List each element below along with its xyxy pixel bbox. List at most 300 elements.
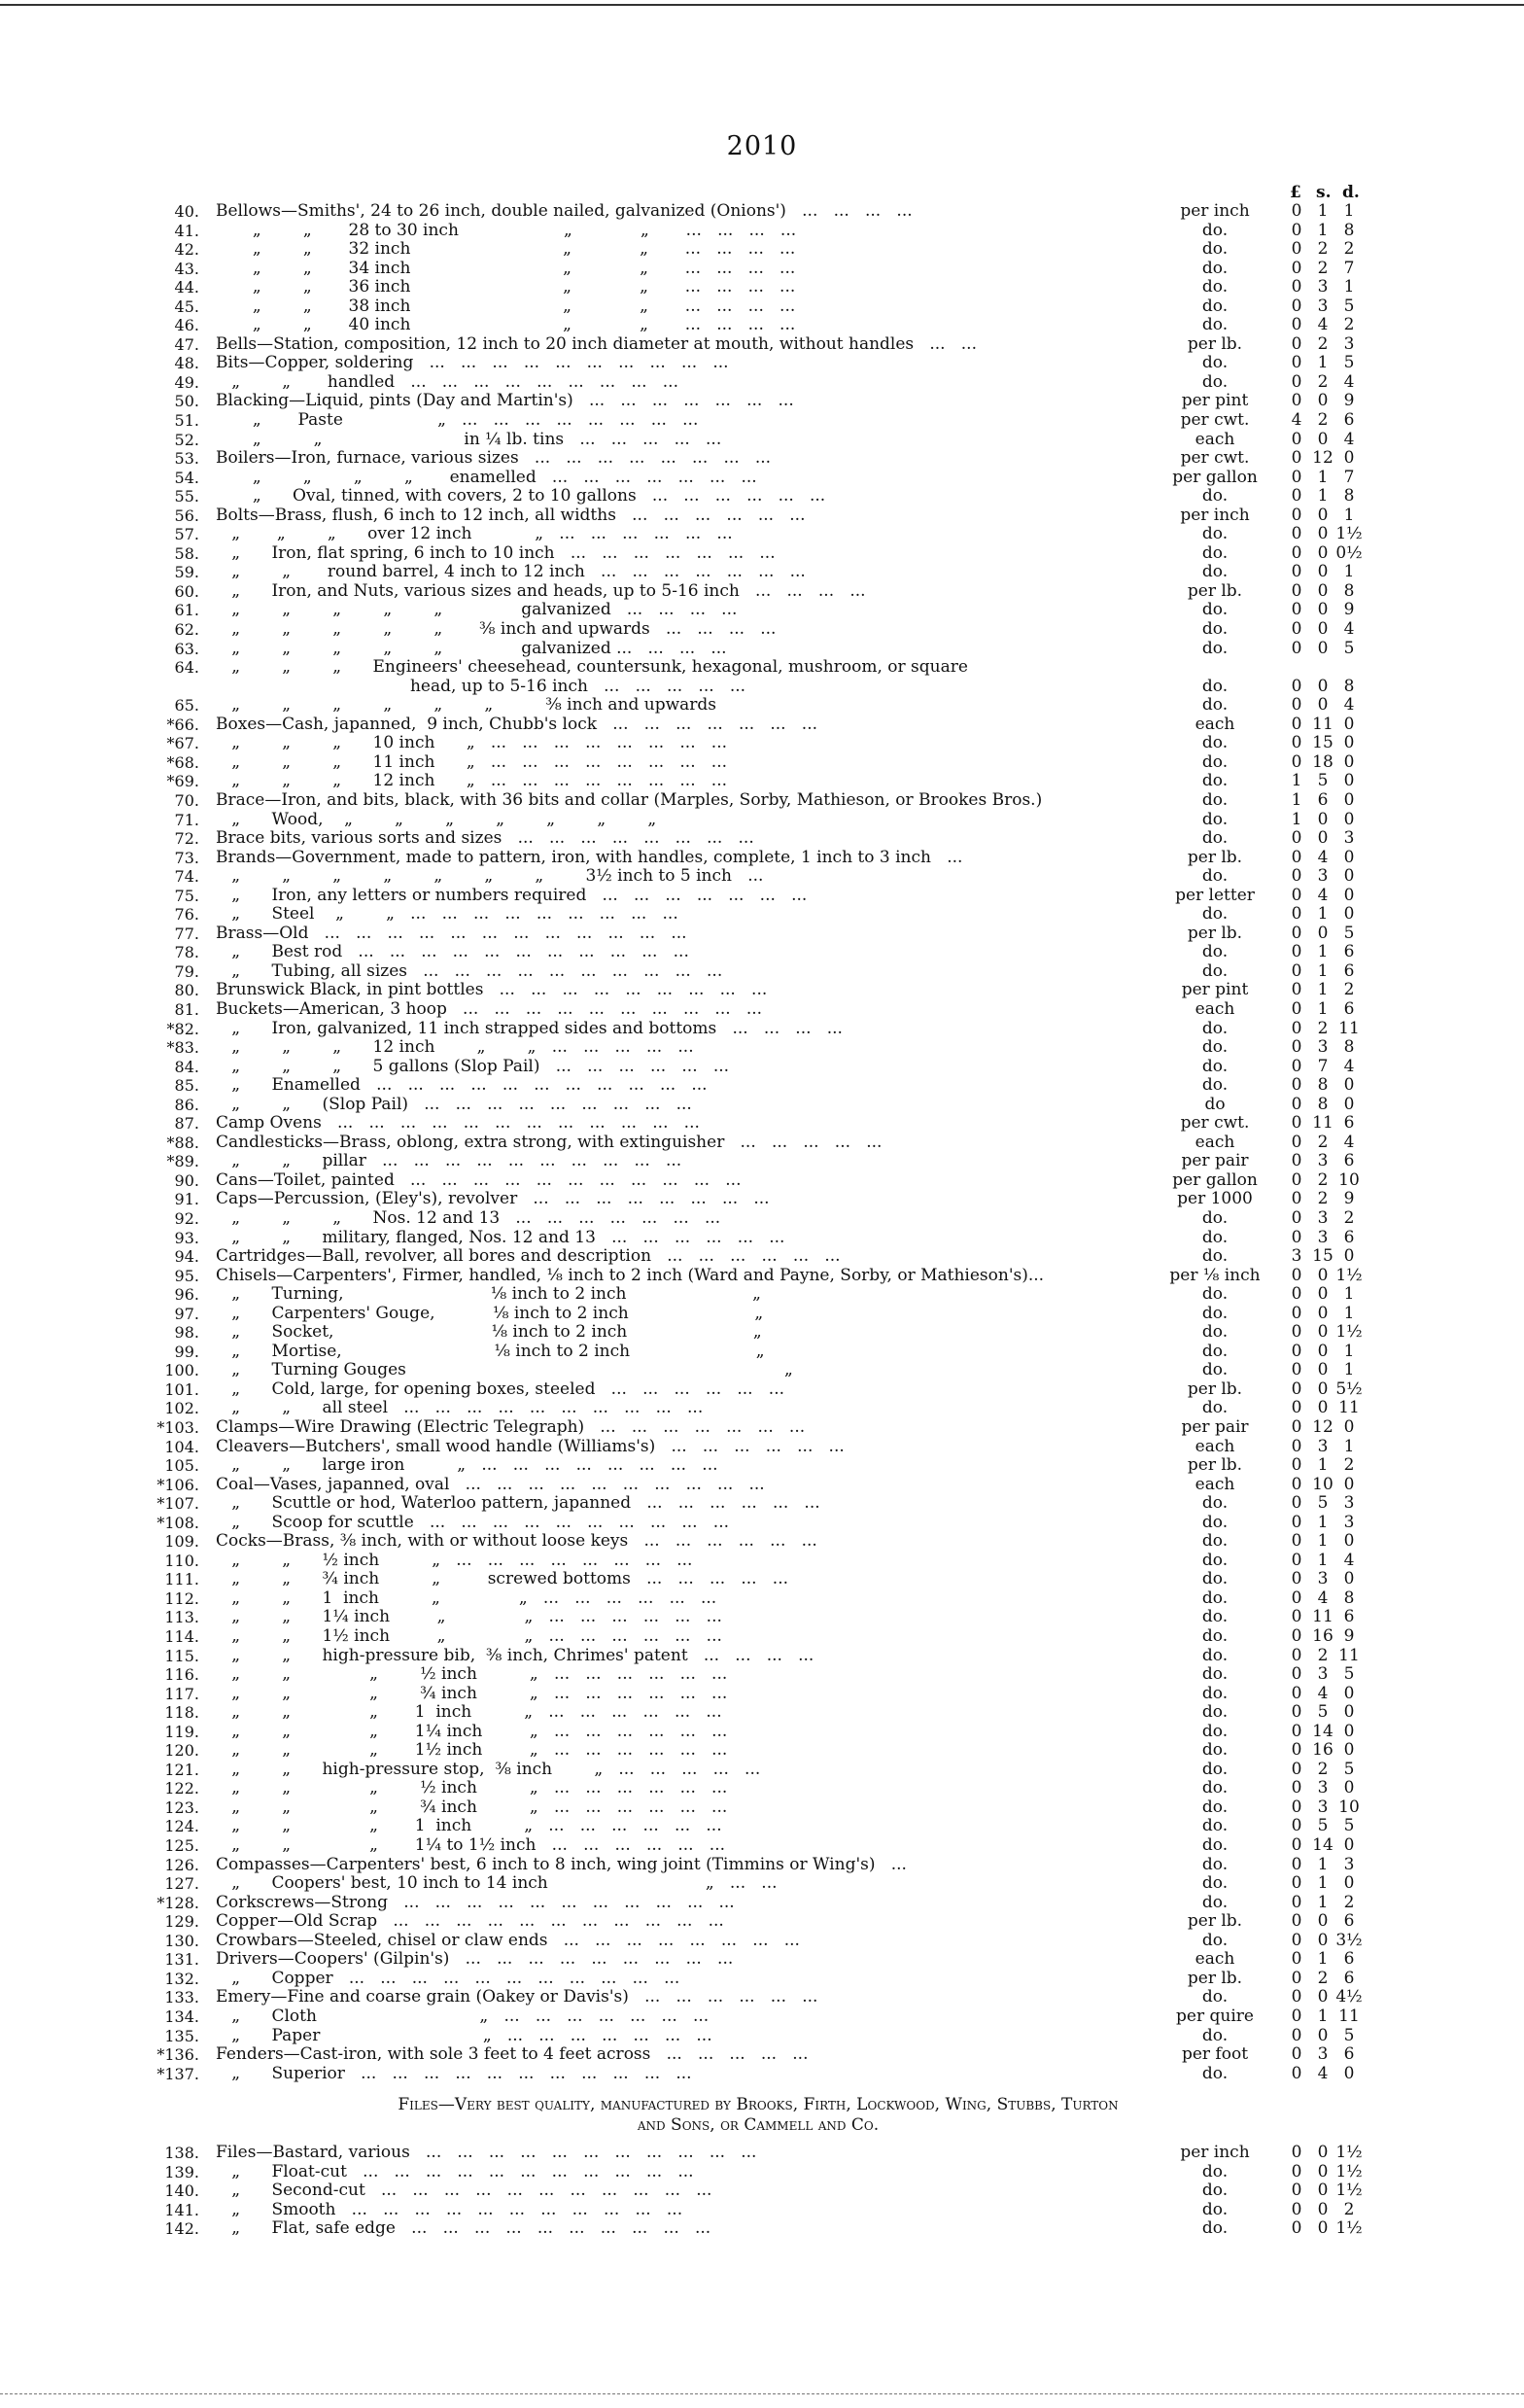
price-shillings: 0 — [1317, 391, 1329, 411]
price-shillings: 2 — [1317, 239, 1329, 260]
table-row — [156, 1589, 1361, 1609]
price-unit: do. — [1201, 751, 1229, 772]
price-shillings: 0 — [1317, 676, 1329, 696]
price-unit: per lb. — [1187, 333, 1243, 354]
price-pence: 8 — [1343, 580, 1355, 601]
price-pence: 0 — [1343, 1702, 1355, 1723]
item-number: 139. — [164, 2162, 199, 2181]
item-number: 116. — [164, 1665, 199, 1685]
item-description: „ „ (Slop Pail) ... ... ... ... ... ... ... ... ... — [216, 1095, 692, 1114]
price-pounds: 0 — [1291, 1835, 1302, 1856]
price-shillings: 15 — [1312, 733, 1334, 753]
item-number: *66. — [166, 715, 199, 734]
item-number: 98. — [174, 1323, 199, 1343]
price-pence: 0 — [1343, 885, 1355, 905]
price-pounds: 0 — [1291, 1322, 1302, 1343]
item-description: „ Flat, safe edge ... ... ... ... ... ... ... ... ... ... — [216, 2219, 711, 2239]
price-unit: per cwt. — [1180, 410, 1250, 431]
table-row — [156, 1000, 1361, 1020]
price-shillings: 0 — [1317, 2161, 1329, 2181]
price-pounds: 0 — [1291, 2025, 1302, 2045]
table-row — [156, 1114, 1361, 1134]
price-unit: do. — [1201, 733, 1229, 753]
price-shillings: 0 — [1317, 1911, 1329, 1932]
item-description: „ „ „ Engineers' cheesehead, countersunk, hexagonal, mushroom, or square — [216, 658, 968, 678]
price-pounds: 0 — [1291, 258, 1302, 278]
item-number: 48. — [174, 354, 199, 373]
item-number: 77. — [174, 924, 199, 943]
price-pence: 1 — [1343, 1284, 1355, 1305]
price-unit: per pair — [1181, 1417, 1249, 1437]
price-shillings: 3 — [1317, 1436, 1329, 1456]
table-row — [156, 392, 1361, 411]
item-description: „ „ „ 5 gallons (Slop Pail) ... ... ... ... ... ... — [216, 1057, 730, 1076]
table-row — [156, 1020, 1361, 1039]
price-unit: do. — [1201, 771, 1229, 791]
price-unit: do. — [1201, 239, 1229, 260]
price-shillings: 0 — [1317, 542, 1329, 563]
price-shillings: 2 — [1317, 258, 1329, 278]
price-pounds: 0 — [1291, 296, 1302, 316]
price-pence: 5 — [1343, 1816, 1355, 1836]
table-row — [156, 2181, 1361, 2201]
item-description: „ „ „ 12 inch „ „ ... ... ... ... ... — [216, 1038, 694, 1058]
price-unit: per letter — [1175, 885, 1255, 905]
price-shillings: 3 — [1317, 1207, 1329, 1228]
price-shillings: 1 — [1317, 1550, 1329, 1570]
price-pounds: 0 — [1291, 751, 1302, 772]
price-shillings: 2 — [1317, 1759, 1329, 1779]
item-description: „ „ large iron „ ... ... ... ... ... ... ... ... — [216, 1456, 718, 1476]
item-number: 86. — [174, 1095, 199, 1114]
price-pounds: 0 — [1291, 1151, 1302, 1171]
price-unit: do. — [1201, 1607, 1229, 1627]
price-unit: do. — [1201, 1683, 1229, 1703]
price-pounds: 0 — [1291, 1265, 1302, 1285]
price-shillings: 3 — [1317, 1151, 1329, 1171]
price-shillings: 1 — [1317, 1854, 1329, 1874]
item-number: 135. — [164, 2026, 199, 2045]
item-number: 129. — [164, 1912, 199, 1932]
item-description: „ „ „ 11 inch „ ... ... ... ... ... ... ... ... — [216, 752, 728, 772]
table-row — [156, 1209, 1361, 1229]
price-unit: do. — [1201, 562, 1229, 582]
item-number: 55. — [174, 487, 199, 506]
price-pence: 11 — [1338, 1398, 1360, 1418]
item-description: „ Cloth „ ... ... ... ... ... ... ... — [216, 2007, 710, 2026]
price-unit: per lb. — [1187, 923, 1243, 943]
price-shillings: 1 — [1317, 1455, 1329, 1476]
price-unit: do. — [1201, 1398, 1229, 1418]
price-unit: do. — [1201, 2199, 1229, 2219]
item-number: 109. — [164, 1532, 199, 1552]
price-pounds: 0 — [1291, 828, 1302, 849]
price-pounds: 1 — [1291, 771, 1302, 791]
item-number: 79. — [174, 961, 199, 981]
table-row — [156, 678, 1361, 697]
price-pence: 1½ — [1335, 524, 1363, 544]
price-unit: do. — [1201, 524, 1229, 544]
price-pence: 0 — [1343, 1721, 1355, 1741]
price-pounds: 0 — [1291, 1569, 1302, 1589]
price-pounds: 0 — [1291, 2181, 1302, 2201]
item-description: „ „ „ ½ inch „ ... ... ... ... ... ... — [216, 1665, 728, 1685]
item-description: „ Enamelled ... ... ... ... ... ... ... ... ... ... ... — [216, 1076, 708, 1096]
price-pence: 0 — [1343, 1094, 1355, 1114]
price-pounds: 0 — [1291, 1721, 1302, 1741]
item-number: *103. — [156, 1418, 199, 1437]
item-description: „ „ 1¼ inch „ „ ... ... ... ... ... ... — [216, 1608, 722, 1627]
item-number: 59. — [174, 563, 199, 582]
item-description: „ „ handled ... ... ... ... ... ... ... ... ... — [216, 372, 678, 392]
item-number: 42. — [174, 240, 199, 260]
price-pounds: 0 — [1291, 1588, 1302, 1608]
price-shillings: 16 — [1312, 1740, 1334, 1761]
price-unit: per lb. — [1187, 1911, 1243, 1932]
item-description: „ Steel „ „ ... ... ... ... ... ... ... ... ... — [216, 905, 678, 925]
price-pence: 0 — [1343, 448, 1355, 469]
item-number: 112. — [164, 1588, 199, 1608]
price-pounds: 0 — [1291, 2218, 1302, 2239]
price-shillings: 4 — [1317, 1588, 1329, 1608]
table-row — [156, 753, 1361, 773]
price-pence: 2 — [1343, 2199, 1355, 2219]
price-pounds: 0 — [1291, 1797, 1302, 1817]
item-number: 44. — [174, 278, 199, 297]
price-shillings: 1 — [1317, 942, 1329, 962]
price-pounds: 0 — [1291, 2006, 1302, 2026]
table-row — [156, 829, 1361, 849]
item-number: *88. — [166, 1133, 199, 1152]
price-pounds: 0 — [1291, 220, 1302, 240]
price-unit: do. — [1201, 1493, 1229, 1514]
item-number: 140. — [164, 2181, 199, 2201]
price-pounds: 0 — [1291, 885, 1302, 905]
item-number: 118. — [164, 1703, 199, 1723]
price-pence: 0 — [1343, 1474, 1355, 1494]
price-pence: 1 — [1343, 277, 1355, 297]
price-pounds: 0 — [1291, 429, 1302, 449]
item-number: 81. — [174, 999, 199, 1019]
price-unit: do. — [1201, 258, 1229, 278]
item-description: Boxes—Cash, japanned, 9 inch, Chubb's lock ... ... ... ... ... ... ... — [216, 715, 818, 734]
price-pounds: 4 — [1291, 410, 1302, 431]
item-description: „ Best rod ... ... ... ... ... ... ... ... ... ... ... — [216, 943, 689, 962]
item-description: „ „ 36 inch „ „ ... ... ... ... — [216, 278, 796, 297]
item-description: „ „ „ „ „ „ ⅜ inch and upwards — [216, 696, 717, 715]
price-pounds: 0 — [1291, 904, 1302, 925]
item-description: Copper—Old Scrap ... ... ... ... ... ... ... ... ... ... ... — [216, 1912, 724, 1932]
price-pounds: 0 — [1291, 2199, 1302, 2219]
price-pounds: 0 — [1291, 714, 1302, 734]
price-pounds: 0 — [1291, 562, 1302, 582]
price-shillings: 2 — [1317, 1018, 1329, 1038]
item-description: „ „ ¾ inch „ screwed bottoms ... ... ... ... ... — [216, 1570, 788, 1589]
price-unit: do. — [1201, 2161, 1229, 2181]
item-description: „ „ round barrel, 4 inch to 12 inch ... ... ... ... ... ... ... — [216, 563, 806, 582]
item-description: „ „ „ ¾ inch „ ... ... ... ... ... ... — [216, 1684, 728, 1703]
price-shillings: 1 — [1317, 467, 1329, 487]
table-row — [156, 431, 1361, 450]
item-number: 91. — [174, 1190, 199, 1209]
price-pounds: 0 — [1291, 960, 1302, 981]
table-row — [156, 1285, 1361, 1305]
price-unit: per pint — [1181, 980, 1249, 1000]
price-unit: per lb. — [1187, 580, 1243, 601]
price-unit: do. — [1201, 1987, 1229, 2007]
item-number: *128. — [156, 1893, 199, 1912]
price-shillings: 0 — [1317, 1398, 1329, 1418]
price-pence: 4 — [1343, 695, 1355, 715]
price-shillings: 1 — [1317, 998, 1329, 1019]
price-pence: 0 — [1343, 904, 1355, 925]
item-description: Bellows—Smiths', 24 to 26 inch, double nailed, galvanized (Onions') ... ... ... ... — [216, 202, 913, 221]
price-shillings: 10 — [1312, 1474, 1334, 1494]
price-pence: 0 — [1343, 1835, 1355, 1856]
item-description: „ „ 34 inch „ „ ... ... ... ... — [216, 259, 796, 278]
table-row — [156, 297, 1361, 317]
table-row — [156, 887, 1361, 906]
files-header-line1: Files—Very best quality, manufactured by Brooks, Firth, Lockwood, Wing, Stubbs, Turton — [398, 2095, 1119, 2115]
item-description: „ „ high-pressure bib, ⅜ inch, Chrimes' patent ... ... ... ... — [216, 1646, 814, 1665]
item-number: 99. — [174, 1342, 199, 1361]
item-number: 113. — [164, 1608, 199, 1627]
price-pence: 4 — [1343, 429, 1355, 449]
price-shillings: 0 — [1317, 923, 1329, 943]
top-rule — [0, 4, 1524, 6]
item-number: 104. — [164, 1437, 199, 1456]
table-row — [156, 1096, 1361, 1115]
price-pence: 4 — [1343, 1132, 1355, 1152]
price-pounds: 0 — [1291, 448, 1302, 469]
price-unit: do. — [1201, 1892, 1229, 1912]
price-unit: do. — [1201, 1645, 1229, 1665]
item-number: 65. — [174, 696, 199, 715]
price-unit: do. — [1201, 1759, 1229, 1779]
price-unit: per lb. — [1187, 1378, 1243, 1399]
price-pounds: 0 — [1291, 1303, 1302, 1323]
price-pence: 11 — [1338, 2006, 1360, 2026]
price-unit: per foot — [1181, 2044, 1249, 2065]
price-shillings: 0 — [1317, 638, 1329, 658]
price-unit: do. — [1201, 1664, 1229, 1685]
item-number: 74. — [174, 867, 199, 887]
item-number: 117. — [164, 1684, 199, 1703]
item-number: 73. — [174, 848, 199, 867]
table-row — [156, 1152, 1361, 1171]
price-unit: each — [1195, 429, 1235, 449]
item-description: „ Second-cut ... ... ... ... ... ... ... ... ... ... ... — [216, 2181, 712, 2201]
price-shillings: 4 — [1317, 847, 1329, 867]
price-pence: 1 — [1343, 562, 1355, 582]
price-pence: 5½ — [1335, 1378, 1363, 1399]
price-shillings: 0 — [1317, 429, 1329, 449]
price-shillings: 5 — [1317, 1816, 1329, 1836]
price-unit: do. — [1201, 1246, 1229, 1267]
item-description: „ „ 32 inch „ „ ... ... ... ... — [216, 240, 796, 260]
price-pence: 1½ — [1335, 1265, 1363, 1285]
price-pence: 2 — [1343, 1892, 1355, 1912]
price-pence: 9 — [1343, 1189, 1355, 1209]
price-pence: 0 — [1343, 714, 1355, 734]
table-row — [156, 1685, 1361, 1704]
price-shillings: 3 — [1317, 277, 1329, 297]
price-shillings: 0 — [1317, 2025, 1329, 2045]
item-description: „ „ „ „ „ galvanized ... ... ... ... — [216, 639, 727, 658]
price-pence: 0 — [1343, 1778, 1355, 1798]
table-row — [156, 260, 1361, 279]
item-number: 114. — [164, 1627, 199, 1647]
price-pounds: 0 — [1291, 1474, 1302, 1494]
price-pence: 0 — [1343, 1531, 1355, 1552]
table-row — [156, 1950, 1361, 1970]
price-unit: per ⅛ inch — [1169, 1265, 1261, 1285]
item-description: „ „ 38 inch „ „ ... ... ... ... — [216, 297, 796, 316]
price-unit: per pair — [1181, 1151, 1249, 1171]
price-shillings: 1 — [1317, 2006, 1329, 2026]
price-pence: 11 — [1338, 1018, 1360, 1038]
price-shillings: 3 — [1317, 1037, 1329, 1058]
table-row — [156, 222, 1361, 241]
item-description: „ „ „ 10 inch „ ... ... ... ... ... ... ... ... — [216, 734, 728, 753]
price-pounds: 0 — [1291, 1493, 1302, 1514]
price-unit: do. — [1201, 1930, 1229, 1950]
price-pounds: 0 — [1291, 847, 1302, 867]
price-pence: 3 — [1343, 333, 1355, 354]
table-row — [156, 1988, 1361, 2007]
item-number: 90. — [174, 1170, 199, 1190]
price-pounds: 0 — [1291, 580, 1302, 601]
price-pounds: 0 — [1291, 942, 1302, 962]
item-description: Blacking—Liquid, pints (Day and Martin's) ... ... ... ... ... ... ... — [216, 392, 794, 411]
price-pounds: 0 — [1291, 998, 1302, 1019]
table-row — [156, 2027, 1361, 2046]
price-shillings: 4 — [1317, 885, 1329, 905]
price-shillings: 0 — [1317, 2199, 1329, 2219]
item-description: „ „ „ „ „ galvanized ... ... ... ... — [216, 601, 738, 620]
item-description: „ Turning, ⅛ inch to 2 inch „ — [216, 1285, 761, 1305]
page-number: 2010 — [726, 131, 798, 161]
price-shillings: 1 — [1317, 1949, 1329, 1970]
item-number: 78. — [174, 943, 199, 962]
price-unit: per quire — [1176, 2006, 1254, 2026]
price-pence: 1½ — [1335, 2218, 1363, 2239]
item-number: 40. — [174, 202, 199, 221]
item-number: 115. — [164, 1646, 199, 1665]
price-pence: 6 — [1343, 1911, 1355, 1932]
pence-header: d. — [1342, 183, 1360, 202]
price-unit: do. — [1201, 1588, 1229, 1608]
item-description: „ Tubing, all sizes ... ... ... ... ... ... ... ... ... ... — [216, 961, 723, 981]
price-pounds: 0 — [1291, 1094, 1302, 1114]
item-description: „ Float-cut ... ... ... ... ... ... ... ... ... ... ... — [216, 2162, 694, 2181]
price-unit: do. — [1201, 600, 1229, 620]
item-description: „ „ pillar ... ... ... ... ... ... ... ... ... ... — [216, 1152, 682, 1171]
item-description: „ „ „ 1½ inch „ ... ... ... ... ... ... — [216, 1741, 728, 1761]
item-description: Files—Bastard, various ... ... ... ... ... ... ... ... ... ... ... — [216, 2144, 757, 2163]
item-description: „ „ 1½ inch „ „ ... ... ... ... ... ... — [216, 1627, 722, 1647]
table-row — [156, 962, 1361, 982]
item-description: Caps—Percussion, (Eley's), revolver ... ... ... ... ... ... ... ... — [216, 1190, 770, 1209]
price-unit: do. — [1201, 1797, 1229, 1817]
price-pounds: 0 — [1291, 1436, 1302, 1456]
price-pence: 6 — [1343, 1968, 1355, 1988]
price-pounds: 0 — [1291, 980, 1302, 1000]
price-pounds: 0 — [1291, 1626, 1302, 1647]
price-pence: 3 — [1343, 828, 1355, 849]
table-row — [156, 1343, 1361, 1362]
price-shillings: 3 — [1317, 1227, 1329, 1247]
price-pounds: 0 — [1291, 1227, 1302, 1247]
price-shillings: 0 — [1317, 524, 1329, 544]
item-number: 120. — [164, 1741, 199, 1761]
price-pounds: 0 — [1291, 1075, 1302, 1096]
price-unit: do. — [1201, 1341, 1229, 1361]
price-unit: each — [1195, 1474, 1235, 1494]
price-shillings: 4 — [1317, 1683, 1329, 1703]
table-row — [156, 1647, 1361, 1666]
item-number: 52. — [174, 430, 199, 449]
item-description: „ „ „ 1 inch „ ... ... ... ... ... ... — [216, 1817, 722, 1836]
item-description: „ „ „ 1¼ to 1½ inch ... ... ... ... ... ... — [216, 1836, 726, 1856]
price-unit: do. — [1201, 789, 1229, 810]
item-number: 124. — [164, 1817, 199, 1836]
item-number: 72. — [174, 829, 199, 849]
table-row — [156, 354, 1361, 373]
item-description: „ „ 28 to 30 inch „ „ ... ... ... ... — [216, 221, 797, 240]
price-pence: 0 — [1343, 2063, 1355, 2083]
price-unit: do. — [1201, 2218, 1229, 2239]
item-description: Boilers—Iron, furnace, various sizes ... ... ... ... ... ... ... ... — [216, 449, 772, 469]
price-unit: do. — [1201, 960, 1229, 981]
table-row — [156, 925, 1361, 944]
price-pounds: 0 — [1291, 1512, 1302, 1532]
price-pounds: 0 — [1291, 1284, 1302, 1305]
price-pence: 2 — [1343, 1207, 1355, 1228]
price-pence: 1½ — [1335, 2143, 1363, 2163]
price-pounds: 0 — [1291, 1949, 1302, 1970]
price-unit: do. — [1201, 619, 1229, 640]
price-shillings: 3 — [1317, 2044, 1329, 2065]
item-description: „ Scuttle or hod, Waterloo pattern, japanned ... ... ... ... ... ... — [216, 1494, 820, 1514]
price-shillings: 0 — [1317, 600, 1329, 620]
price-unit: do. — [1201, 1569, 1229, 1589]
price-pence: 0 — [1343, 866, 1355, 887]
table-row — [156, 449, 1361, 469]
price-shillings: 12 — [1312, 448, 1334, 469]
price-unit: per lb. — [1187, 847, 1243, 867]
table-row — [156, 506, 1361, 526]
price-unit: do. — [1201, 2063, 1229, 2083]
item-number: 110. — [164, 1551, 199, 1570]
item-number: 87. — [174, 1114, 199, 1134]
price-unit: do. — [1201, 1778, 1229, 1798]
price-pence: 7 — [1343, 258, 1355, 278]
price-pence: 5 — [1343, 923, 1355, 943]
table-row — [156, 1380, 1361, 1400]
item-description: Chisels—Carpenters', Firmer, handled, ⅛ inch to 2 inch (Ward and Payne, Sorby, or Mathieson's)... — [216, 1266, 1045, 1285]
item-number: 97. — [174, 1304, 199, 1323]
item-number: 105. — [164, 1456, 199, 1476]
price-pence: 1½ — [1335, 2161, 1363, 2181]
price-pence: 0 — [1343, 1569, 1355, 1589]
price-pence: 0 — [1343, 1246, 1355, 1267]
price-pounds: 0 — [1291, 1664, 1302, 1685]
price-pounds: 0 — [1291, 1113, 1302, 1134]
table-row — [156, 943, 1361, 962]
price-pounds: 0 — [1291, 542, 1302, 563]
table-row — [156, 2144, 1361, 2163]
